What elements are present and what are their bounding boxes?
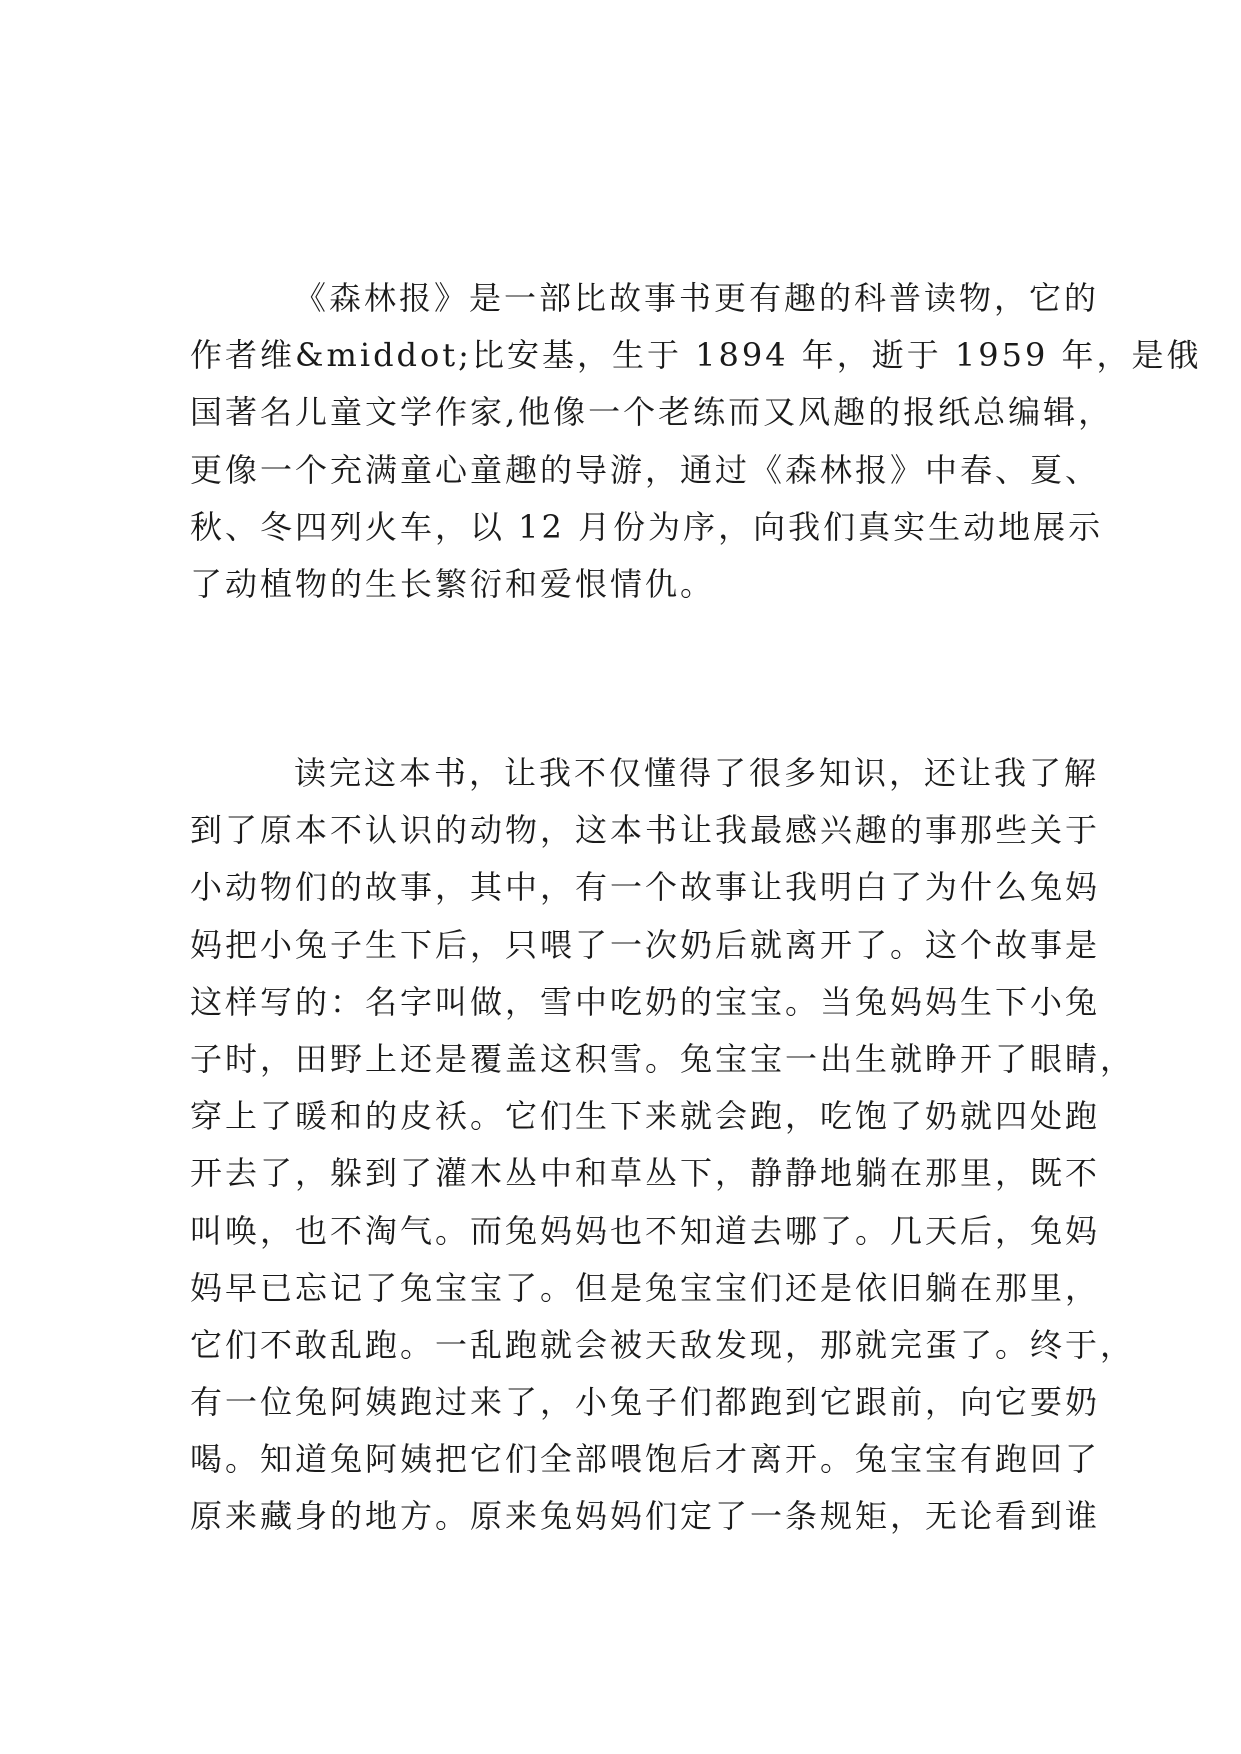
text-line: 了动植物的生长繁衍和爱恨情仇。 xyxy=(190,564,716,603)
text-line: 喝。知道兔阿姨把它们全部喂饱后才离开。兔宝宝有跑回了 xyxy=(190,1440,1101,1479)
text-line: 叫唤，也不淘气。而兔妈妈也不知道去哪了。几天后，兔妈 xyxy=(190,1211,1101,1250)
text-line: 开去了，躲到了灌木丛中和草丛下，静静地躺在那里，既不 xyxy=(190,1154,1101,1193)
text-line: 子时，田野上还是覆盖这积雪。兔宝宝一出生就睁开了眼睛， xyxy=(190,1039,1136,1078)
text-line: 读完这本书，让我不仅懂得了很多知识，还让我了解 xyxy=(294,754,1100,792)
text-line: 秋、冬四列火车，以 12 月份为序，向我们真实生动地展示 xyxy=(190,507,1104,546)
text-line: 原来藏身的地方。原来兔妈妈们定了一条规矩，无论看到谁 xyxy=(190,1497,1101,1536)
text-line: 到了原本不认识的动物，这本书让我最感兴趣的事那些关于 xyxy=(190,811,1101,850)
text-line: 《森林报》是一部比故事书更有趣的科普读物，它的 xyxy=(294,279,1100,317)
text-line: 妈把小兔子生下后，只喂了一次奶后就离开了。这个故事是 xyxy=(190,925,1101,964)
text-line: 作者维&middot;比安基，生于 1894 年，逝于 1959 年，是俄 xyxy=(190,336,1202,375)
text-line: 国著名儿童文学作家,他像一个老练而又风趣的报纸总编辑， xyxy=(190,393,1114,432)
paragraph-intro xyxy=(190,270,1202,613)
text-line: 这样写的：名字叫做，雪中吃奶的宝宝。当兔妈妈生下小兔 xyxy=(190,982,1101,1021)
text-line: 有一位兔阿姨跑过来了，小兔子们都跑到它跟前，向它要奶 xyxy=(190,1383,1101,1422)
paragraph-reflection xyxy=(190,745,1136,1546)
text-line: 妈早已忘记了兔宝宝了。但是兔宝宝们还是依旧躺在那里， xyxy=(190,1268,1101,1307)
text-line: 小动物们的故事，其中，有一个故事让我明白了为什么兔妈 xyxy=(190,868,1101,907)
text-line: 更像一个充满童心童趣的导游，通过《森林报》中春、夏、 xyxy=(190,450,1101,489)
text-line: 它们不敢乱跑。一乱跑就会被天敌发现，那就完蛋了。终于， xyxy=(190,1325,1136,1364)
text-line: 穿上了暖和的皮袄。它们生下来就会跑，吃饱了奶就四处跑 xyxy=(190,1097,1101,1136)
